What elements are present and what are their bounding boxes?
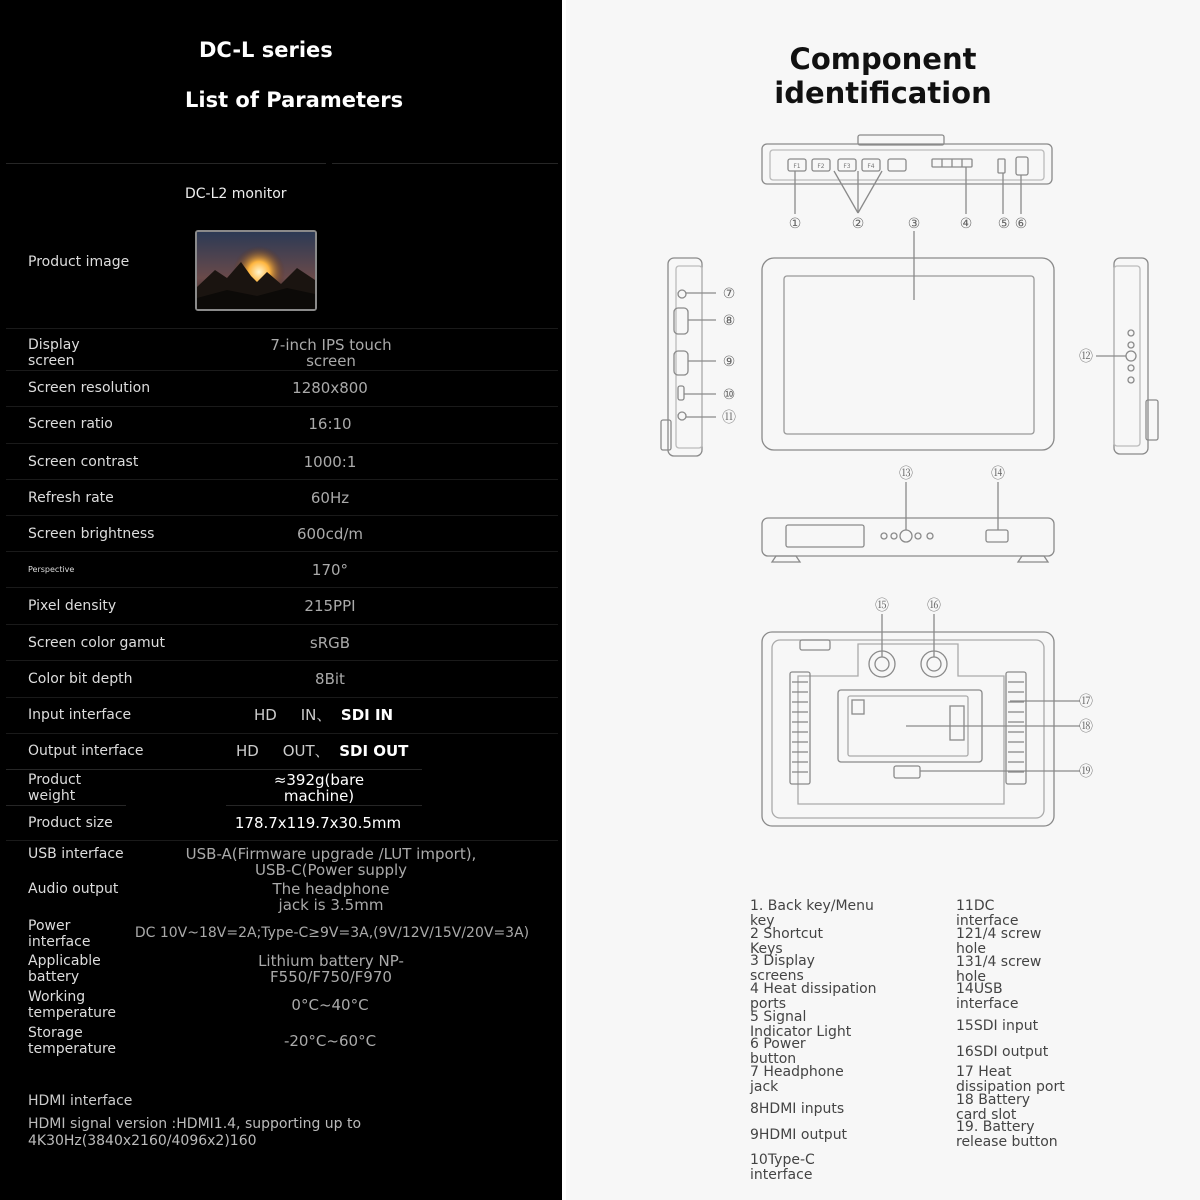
- spec-label: Working temperature: [28, 989, 116, 1021]
- divider: [6, 624, 558, 625]
- legend-item-2: 2 Shortcut Keys: [750, 926, 823, 957]
- spec-value: The headphone jack is 3.5mm: [272, 880, 390, 914]
- spec-value: 1000:1: [303, 453, 357, 471]
- product-image: [195, 230, 317, 311]
- spec-label: Screen color gamut: [28, 635, 165, 651]
- divider: [6, 370, 558, 371]
- callout-6: ⑥: [1014, 216, 1028, 232]
- legend-item-8: 8HDMI inputs: [750, 1101, 845, 1117]
- callout-14: ⑭: [991, 466, 1005, 482]
- hdmi-title: HDMI interface: [28, 1093, 133, 1109]
- legend-item-10: 10Type-C interface: [750, 1152, 815, 1183]
- spec-value: 16:10: [308, 415, 352, 433]
- spec-label: USB interface: [28, 846, 124, 862]
- product-thumbnail-art: [197, 232, 315, 309]
- spec-value-part: HD: [236, 742, 259, 760]
- spec-label: Color bit depth: [28, 671, 133, 687]
- spec-value-part: HD: [254, 706, 277, 724]
- key-label: F3: [843, 163, 851, 170]
- shortcut-keys: [788, 159, 906, 171]
- key-label: F4: [867, 163, 875, 170]
- spec-value: 0°C~40°C: [291, 996, 369, 1014]
- legend-item-6: 6 Power button: [750, 1036, 806, 1067]
- spec-label: Screen contrast: [28, 454, 139, 470]
- spec-label: Product size: [28, 815, 113, 831]
- spec-label: Screen brightness: [28, 526, 155, 542]
- divider: [6, 660, 558, 661]
- callout-17: ⑰: [1079, 694, 1093, 710]
- spec-label: Display screen: [28, 337, 80, 369]
- divider: [226, 769, 422, 770]
- spec-value: 600cd/m: [296, 525, 364, 543]
- left-side-view: [661, 258, 716, 456]
- power-button: [1016, 157, 1028, 175]
- divider: [332, 163, 558, 164]
- callout-10: ⑩: [722, 387, 736, 403]
- dc-port: [678, 412, 686, 420]
- front-view: [762, 231, 1054, 450]
- legend-item-17: 17 Heat dissipation port: [956, 1064, 1065, 1095]
- top-view: [762, 135, 1052, 214]
- component-diagram: [566, 0, 1200, 890]
- callout-9: ⑨: [722, 354, 736, 370]
- spec-label: Screen ratio: [28, 416, 113, 432]
- list-title: List of Parameters: [185, 88, 404, 112]
- callout-1: ①: [788, 216, 802, 232]
- spec-label: Audio output: [28, 881, 119, 897]
- callout-16: ⑯: [927, 598, 941, 614]
- legend-item-11: 11DC interface: [956, 898, 1019, 929]
- divider: [6, 406, 558, 407]
- spec-value: 8Bit: [315, 670, 345, 688]
- headphone-jack: [678, 290, 686, 298]
- legend-item-9: 9HDMI output: [750, 1127, 848, 1143]
- divider: [6, 805, 126, 806]
- callout-15: ⑮: [875, 598, 889, 614]
- product-name: DC-L2 monitor: [185, 186, 287, 202]
- spec-label: Power interface: [28, 918, 91, 950]
- heat-vents-top: [932, 159, 972, 167]
- callout-13: ⑬: [899, 466, 913, 482]
- divider: [6, 551, 558, 552]
- legend-item-14: 14USB interface: [956, 981, 1019, 1012]
- parameters-panel: [0, 0, 562, 1200]
- legend-item-7: 7 Headphone jack: [750, 1064, 844, 1095]
- divider: [6, 328, 558, 329]
- sdi-out-connector: [927, 657, 941, 671]
- spec-value: 215PPI: [304, 597, 356, 615]
- legend-item-15: 15SDI input: [956, 1018, 1039, 1034]
- callout-8: ⑧: [722, 313, 736, 329]
- spec-value: ≈392g(bare machine): [273, 771, 365, 805]
- sdi-in-connector: [875, 657, 889, 671]
- legend-item-13: 131/4 screw hole: [956, 954, 1042, 985]
- spec-value: 1280x800: [292, 379, 368, 397]
- spec-label: Output interface: [28, 743, 144, 759]
- spec-label: Product image: [28, 254, 130, 270]
- indicator-light: [998, 159, 1005, 173]
- spec-value-part: SDI IN: [340, 706, 394, 724]
- divider: [6, 163, 326, 164]
- spec-label: Storage temperature: [28, 1025, 116, 1057]
- legend-item-16: 16SDI output: [956, 1044, 1049, 1060]
- key-label: F1: [793, 163, 801, 170]
- callout-7: ⑦: [722, 286, 736, 302]
- callout-3: ③: [907, 216, 921, 232]
- spec-value: sRGB: [309, 634, 351, 652]
- screw-hole: [1126, 351, 1136, 361]
- usb-port: [986, 530, 1008, 542]
- spec-value: -20°C~60°C: [283, 1032, 377, 1050]
- hdmi-value: HDMI signal version :HDMI1.4, supporting up to 4K30Hz(3840x2160/4096x2)160: [28, 1116, 362, 1149]
- spec-label: Screen resolution: [28, 380, 151, 396]
- heat-fins-right: [1006, 672, 1026, 784]
- divider: [6, 840, 558, 841]
- screw-hole: [900, 530, 912, 542]
- divider: [6, 443, 558, 444]
- spec-value: 7-inch IPS touch screen: [270, 336, 392, 370]
- legend-item-18: 18 Battery card slot: [956, 1092, 1031, 1123]
- battery-release-button: [894, 766, 920, 778]
- spec-label: Perspective: [28, 565, 75, 574]
- legend-item-5: 5 Signal Indicator Light: [750, 1009, 852, 1040]
- divider: [6, 515, 558, 516]
- typec-port: [678, 386, 684, 400]
- series-title: DC-L series: [199, 38, 333, 62]
- callout-2: ②: [851, 216, 865, 232]
- callout-4: ④: [959, 216, 973, 232]
- bottom-view: [762, 482, 1054, 562]
- spec-label: Product weight: [28, 772, 82, 804]
- key-label: F2: [817, 163, 825, 170]
- divider: [6, 733, 558, 734]
- callout-5: ⑤: [997, 216, 1011, 232]
- spec-value: [254, 707, 454, 723]
- legend-item-4: 4 Heat dissipation ports: [750, 981, 877, 1012]
- spec-value: DC 10V~18V=2A;Type-C≥9V=3A,(9V/12V/15V/20V=3A): [134, 925, 530, 941]
- spec-value: USB-A(Firmware upgrade /LUT import), USB-C(Power supply: [185, 845, 477, 879]
- spec-value-part: IN、: [300, 706, 332, 724]
- legend-item-19: 19. Battery release button: [956, 1119, 1058, 1150]
- divider: [226, 805, 422, 806]
- component-title-line2: identification: [774, 76, 992, 110]
- callout-18: ⑱: [1079, 719, 1093, 735]
- spec-value: [236, 743, 456, 759]
- legend-item-1: 1. Back key/Menu key: [750, 898, 874, 929]
- divider: [6, 587, 558, 588]
- legend-item-12: 121/4 screw hole: [956, 926, 1042, 957]
- spec-label: Pixel density: [28, 598, 117, 614]
- spec-value: 60Hz: [310, 489, 350, 507]
- divider: [6, 479, 558, 480]
- callout-19: ⑲: [1079, 764, 1093, 780]
- right-side-view: [1096, 258, 1158, 454]
- spec-value: Lithium battery NP-F550/F750/F970: [258, 952, 404, 986]
- component-title-line1: Component: [789, 42, 977, 76]
- spec-value-part: SDI OUT: [339, 742, 409, 760]
- heat-fins-left: [790, 672, 810, 784]
- legend-item-3: 3 Display screens: [750, 953, 815, 984]
- divider: [6, 769, 226, 770]
- spec-value: 178.7x119.7x30.5mm: [234, 814, 402, 832]
- spec-value: 170°: [311, 561, 349, 579]
- spec-value-part: OUT、: [282, 742, 330, 760]
- divider: [6, 697, 558, 698]
- spec-label: Input interface: [28, 707, 132, 723]
- component-panel: [566, 0, 1200, 1200]
- spec-label: Refresh rate: [28, 490, 114, 506]
- callout-11: ⑪: [722, 410, 736, 426]
- back-view: [762, 614, 1080, 826]
- spec-label: Applicable battery: [28, 953, 101, 985]
- callout-12: ⑫: [1079, 349, 1093, 365]
